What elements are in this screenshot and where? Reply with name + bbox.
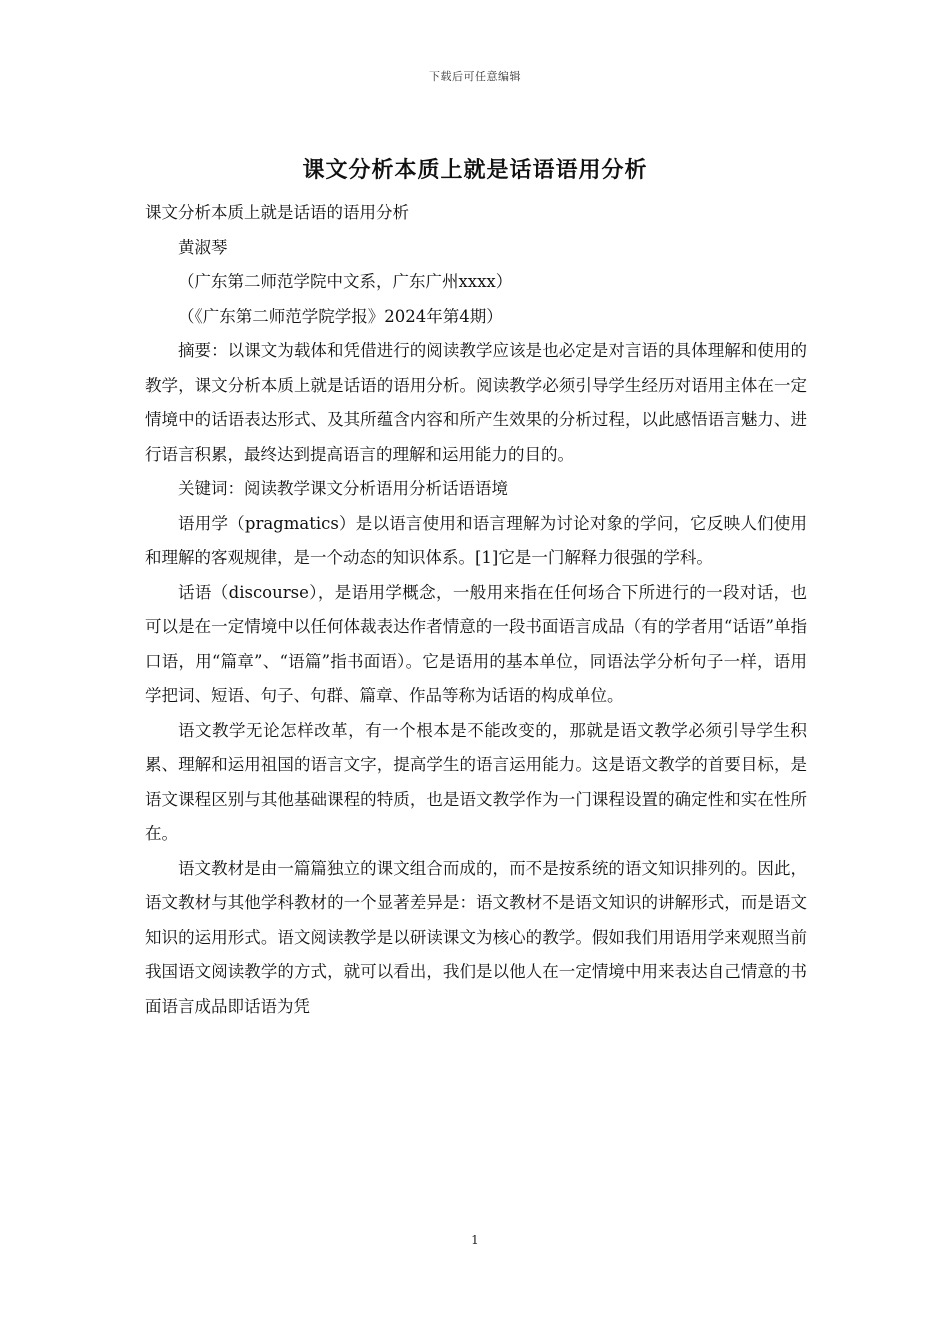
- body-paragraph-4: 语文教材是由一篇篇独立的课文组合而成的，而不是按系统的语文知识排列的。因此，语文教材与其他学科教材的一个显著差异是：语文教材不是语文知识的讲解形式，而是语文知识的运用形式。语文阅读教学是以研读课文为核心的教学。假如我们用语用学来观照当前我国语文阅读教学的方式，就可以看出，我们是以他人在一定情境中用来表达自己情意的书面语言成品即话语为凭: [145, 858, 807, 1016]
- body-paragraph-3: 语文教学无论怎样改革，有一个根本是不能改变的，那就是语文教学必须引导学生积累、理解和运用祖国的语言文字，提高学生的语言运用能力。这是语文教学的首要目标，是语文课程区别与其他基础课程的特质，也是语文教学作为一门课程设置的确定性和实在性所在。: [145, 720, 807, 843]
- author-affiliation: （广东第二师范学院中文系，广东广州xxxx）: [178, 272, 513, 291]
- page-number: 1: [471, 1233, 479, 1247]
- document-body: [145, 196, 807, 1024]
- abstract-paragraph: 摘要：以课文为载体和凭借进行的阅读教学应该是也必定是对言语的具体理解和使用的教学，课文分析本质上就是话语的语用分析。阅读教学必须引导学生经历对语用主体在一定情境中的话语表达形式、及其所蕴含内容和所产生效果的分析过程，以此感悟语言魅力、进行语言积累，最终达到提高语言的理解和运用能力的目的。: [145, 341, 807, 464]
- header-note: 下载后可任意编辑: [429, 70, 521, 83]
- document-title: 课文分析本质上就是话语语用分析: [302, 157, 648, 183]
- keywords-paragraph: 关键词：阅读教学课文分析语用分析话语语境: [178, 479, 508, 498]
- publication-source: （《广东第二师范学院学报》2024年第4期）: [178, 306, 503, 326]
- body-paragraph-1: 语用学（pragmatics）是以语言使用和语言理解为讨论对象的学问，它反映人们使用和理解的客观规律，是一个动态的知识体系。[1]它是一门解释力很强的学科。: [145, 513, 807, 567]
- body-paragraph-2: 话语（discourse），是语用学概念，一般用来指在任何场合下所进行的一段对话，也可以是在一定情境中以任何体裁表达作者情意的一段书面语言成品（有的学者用“话语”单指口语，用“篇章”、“语篇”指书面语）。它是语用的基本单位，同语法学分析句子一样，语用学把词、短语、句子、句群、篇章、作品等称为话语的构成单位。: [145, 582, 807, 705]
- author-name: 黄淑琴: [178, 237, 228, 257]
- subtitle: 课文分析本质上就是话语的语用分析: [145, 203, 409, 222]
